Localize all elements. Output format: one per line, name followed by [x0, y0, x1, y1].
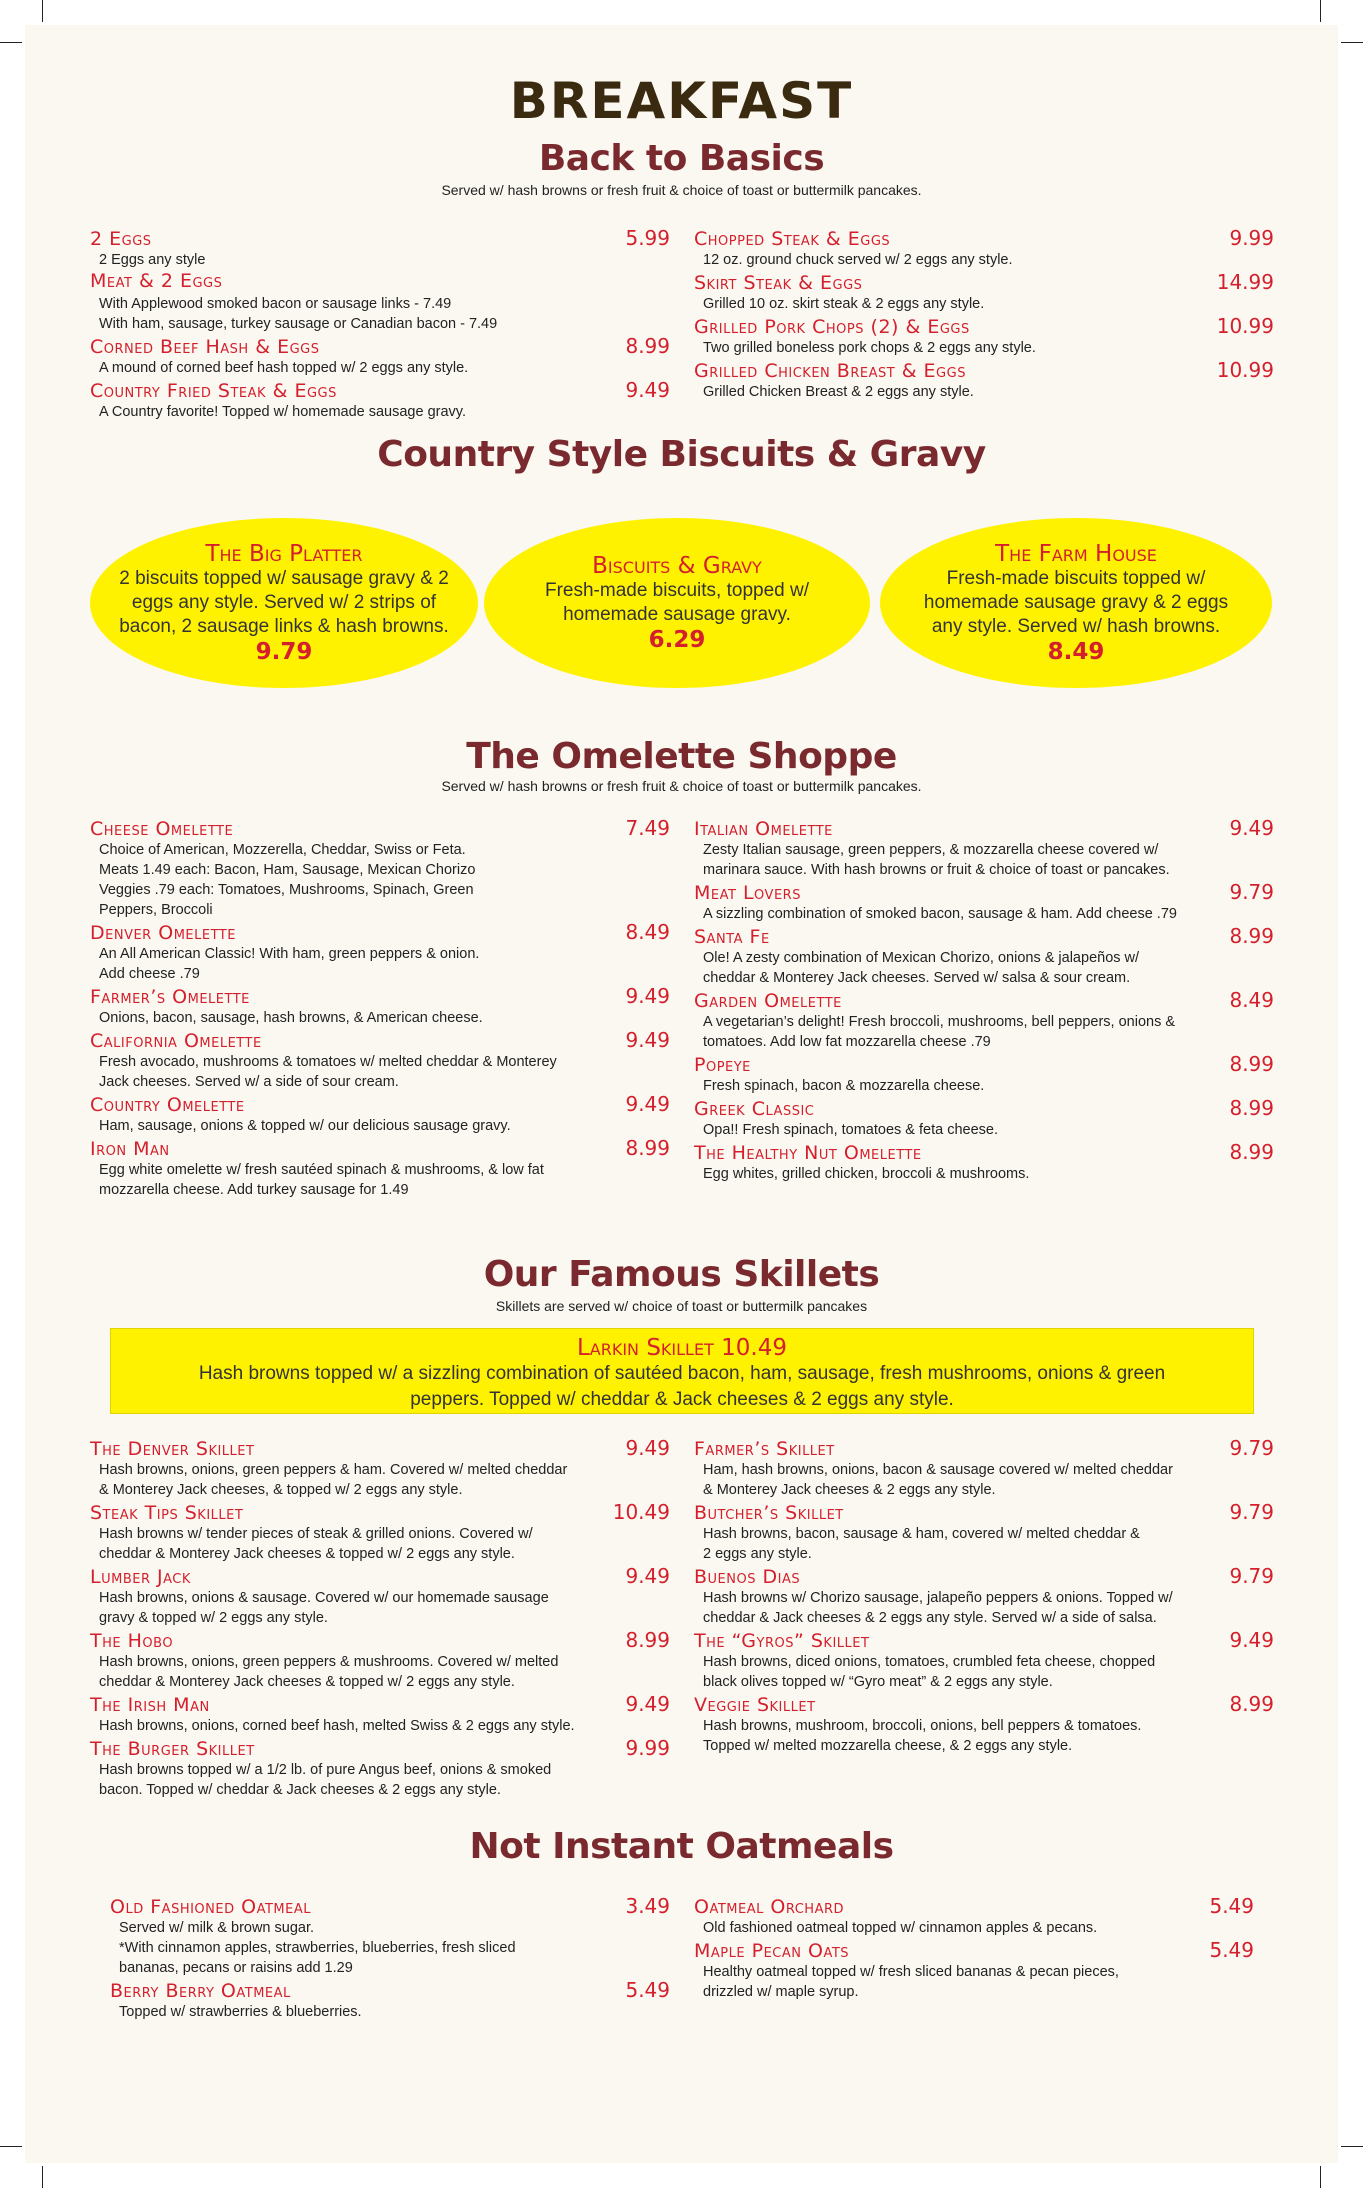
menu-item-desc-line: 2 Eggs any style [99, 252, 206, 268]
crop-mark [0, 2146, 22, 2147]
menu-item-price: 8.99 [625, 1136, 670, 1160]
menu-item [694, 1500, 1274, 1564]
menu-item-desc-line: Hash browns topped w/ a 1/2 lb. of pure Angus beef, onions & smoked [99, 1762, 552, 1778]
menu-item-name: Skirt Steak & Eggs [694, 272, 863, 294]
menu-item-price: 8.99 [625, 1628, 670, 1652]
menu-item-name: Oatmeal Orchard [694, 1896, 845, 1918]
menu-item-desc-line: black olives topped w/ “Gyro meat” & 2 eggs any style. [703, 1674, 1053, 1690]
menu-item [90, 1028, 670, 1092]
menu-item-price: 9.49 [625, 1692, 670, 1716]
section-subtitle-basics: Served w/ hash browns or fresh fruit & choice of toast or buttermilk pancakes. [441, 182, 922, 198]
menu-item-name: Country Fried Steak & Eggs [90, 380, 337, 402]
menu-item [110, 1978, 670, 2022]
menu-item-desc-line: A sizzling combination of smoked bacon, sausage & ham. Add cheese .79 [703, 906, 1177, 922]
menu-item-price: 8.99 [1229, 1096, 1274, 1120]
menu-item-name: Farmer’s Skillet [694, 1438, 835, 1460]
menu-item-desc-line: Hash browns, onions & sausage. Covered w/ our homemade sausage [99, 1590, 549, 1606]
menu-item-name: Berry Berry Oatmeal [110, 1980, 291, 2002]
menu-item-desc-line: A Country favorite! Topped w/ homemade sausage gravy. [99, 404, 467, 420]
menu-item-price: 3.49 [625, 1894, 670, 1918]
menu-item-desc-line: Hash browns, onions, corned beef hash, melted Swiss & 2 eggs any style. [99, 1718, 575, 1734]
menu-item [90, 816, 670, 920]
menu-item-desc-line: Grilled 10 oz. skirt steak & 2 eggs any style. [703, 296, 985, 312]
menu-item-price: 8.49 [1229, 988, 1274, 1012]
menu-item-name: Meat Lovers [694, 882, 801, 904]
menu-item [694, 924, 1274, 988]
menu-title: BREAKFAST [509, 72, 854, 130]
menu-item-desc-line: Hash browns, onions, green peppers & mushrooms. Covered w/ melted [99, 1654, 559, 1670]
menu-item [90, 1092, 670, 1136]
menu-item-name: Greek Classic [694, 1098, 815, 1120]
menu-item-price: 9.49 [625, 1564, 670, 1588]
menu-item-desc-line: A mound of corned beef hash topped w/ 2 eggs any style. [99, 360, 469, 376]
menu-item-desc-line: mozzarella cheese. Add turkey sausage for 1.49 [99, 1182, 409, 1198]
menu-item [694, 1096, 1274, 1140]
menu-item-header [694, 816, 1274, 840]
menu-item [90, 378, 670, 422]
menu-item-desc-line: Veggies .79 each: Tomatoes, Mushrooms, Spinach, Green [99, 882, 474, 898]
menu-item [90, 226, 670, 270]
menu-item-header [694, 358, 1274, 382]
menu-item-price: 10.99 [1216, 358, 1274, 382]
section-title-skillets: Our Famous Skillets [483, 1254, 880, 1295]
item-name: The Big Platter [205, 541, 363, 567]
menu-item-header [694, 314, 1274, 338]
menu-item-desc-line: Old fashioned oatmeal topped w/ cinnamon apples & pecans. [703, 1920, 1098, 1936]
menu-item-desc-line: Two grilled boneless pork chops & 2 eggs any style. [703, 340, 1036, 356]
menu-item-price: 9.99 [1229, 226, 1274, 250]
menu-item [694, 358, 1274, 402]
menu-item [90, 270, 670, 334]
menu-item-header [694, 1096, 1274, 1120]
basics-left-column [90, 226, 670, 422]
menu-item [90, 334, 670, 378]
menu-item-desc-line: Jack cheeses. Served w/ a side of sour cream. [99, 1074, 399, 1090]
menu-item-desc-line: Grilled Chicken Breast & 2 eggs any style. [703, 384, 974, 400]
menu-item-name: The Hobo [90, 1630, 174, 1652]
menu-item-name: Lumber Jack [90, 1566, 191, 1588]
menu-item-price: 8.99 [1229, 1052, 1274, 1076]
menu-item-header [694, 988, 1274, 1012]
menu-item [694, 1894, 1254, 1938]
menu-item [90, 1692, 670, 1736]
section-subtitle-skillets: Skillets are served w/ choice of toast or buttermilk pancakes [495, 1298, 868, 1314]
menu-item-name: Denver Omelette [90, 922, 236, 944]
item-name: The Farm House [995, 541, 1157, 567]
menu-item [694, 226, 1274, 270]
menu-item-name: Corned Beef Hash & Eggs [90, 336, 320, 358]
menu-item-name: Butcher’s Skillet [694, 1502, 844, 1524]
menu-item-header [694, 1938, 1254, 1962]
menu-item-name: Santa Fe [694, 926, 770, 948]
crop-mark [0, 42, 22, 43]
menu-item-header [694, 1564, 1274, 1588]
item-desc: Fresh-made biscuits topped w/ homemade sausage gravy & 2 eggs any style. Served w/ hash browns. [923, 568, 1229, 637]
menu-item-desc-line: Choice of American, Mozzerella, Cheddar, Swiss or Feta. [99, 842, 466, 858]
menu-item-desc-line: Ole! A zesty combination of Mexican Chorizo, onions & jalapeños w/ [703, 950, 1140, 966]
menu-item [694, 1564, 1274, 1628]
menu-item-price: 9.79 [1229, 1500, 1274, 1524]
crop-mark [42, 2166, 43, 2188]
menu-item-price: 9.49 [1229, 816, 1274, 840]
menu-item-price: 9.49 [1229, 1628, 1274, 1652]
menu-item-name: Popeye [694, 1054, 751, 1076]
menu-item-header [90, 378, 670, 402]
menu-item-name: The Irish Man [90, 1694, 210, 1716]
menu-item-header [694, 1500, 1274, 1524]
menu-item-header [694, 1436, 1274, 1460]
menu-item-name: The Healthy Nut Omelette [694, 1142, 922, 1164]
menu-item-desc-line: marinara sauce. With hash browns or fruit & choice of toast or pancakes. [703, 862, 1170, 878]
menu-item [694, 816, 1274, 880]
menu-item-desc-line: Egg white omelette w/ fresh sautéed spinach & mushrooms, & low fat [99, 1162, 544, 1178]
menu-item-desc-line: Egg whites, grilled chicken, broccoli & mushrooms. [703, 1166, 1030, 1182]
menu-item-price: 8.99 [1229, 924, 1274, 948]
item-name: Biscuits & Gravy [592, 553, 762, 579]
menu-item-desc-line: gravy & topped w/ 2 eggs any style. [99, 1610, 328, 1626]
menu-item-desc-line: Add cheese .79 [99, 966, 200, 982]
menu-item-name: Steak Tips Skillet [90, 1502, 244, 1524]
menu-item-header [694, 1140, 1274, 1164]
menu-item [90, 1736, 670, 1800]
menu-item-price: 14.99 [1216, 270, 1274, 294]
menu-item-header [90, 1736, 670, 1760]
menu-item-desc-line: Peppers, Broccoli [99, 902, 213, 918]
menu-item-desc-line: & Monterey Jack cheeses & 2 eggs any style. [703, 1482, 996, 1498]
menu-item-desc-line: cheddar & Monterey Jack cheeses. Served w/ salsa & sour cream. [703, 970, 1131, 986]
menu-item-desc-line: tomatoes. Add low fat mozzarella cheese .79 [703, 1034, 991, 1050]
menu-item [90, 1500, 670, 1564]
menu-item-name: Meat & 2 Eggs [90, 270, 223, 292]
biscuit-item-farm-house [880, 518, 1272, 688]
crop-mark [42, 0, 43, 22]
omelette-left-column [90, 816, 670, 1200]
menu-item [694, 270, 1274, 314]
menu-item-header [90, 1436, 670, 1460]
menu-item-price: 7.49 [625, 816, 670, 840]
menu-item-price: 5.99 [625, 226, 670, 250]
menu-item-price: 9.79 [1229, 880, 1274, 904]
menu-item-header [694, 1052, 1274, 1076]
menu-item-name: Iron Man [90, 1138, 170, 1160]
menu-item [90, 1628, 670, 1692]
section-title-biscuits: Country Style Biscuits & Gravy [377, 434, 986, 475]
menu-item [694, 1140, 1274, 1184]
menu-item-name: Buenos Dias [694, 1566, 801, 1588]
menu-item-desc-line: 2 eggs any style. [703, 1546, 812, 1562]
menu-item-name: Old Fashioned Oatmeal [110, 1896, 311, 1918]
menu-item [90, 1564, 670, 1628]
menu-item-desc-line: Hash browns, bacon, sausage & ham, covered w/ melted cheddar & [703, 1526, 1140, 1542]
featured-skillet-name: Larkin Skillet 10.49 [576, 1335, 788, 1361]
crop-mark [1341, 2146, 1363, 2147]
menu-item-header [90, 270, 670, 294]
menu-item-desc-line: Onions, bacon, sausage, hash browns, & American cheese. [99, 1010, 483, 1026]
menu-item [90, 920, 670, 984]
skillets-right-column [694, 1436, 1274, 1756]
menu-item-name: Chopped Steak & Eggs [694, 228, 891, 250]
menu-item-desc-line: Zesty Italian sausage, green peppers, & mozzarella cheese covered w/ [703, 842, 1159, 858]
oatmeal-left-column [110, 1894, 670, 2022]
menu-item-header [90, 226, 670, 250]
menu-item-name: Country Omelette [90, 1094, 245, 1116]
menu-item-header [110, 1978, 670, 2002]
menu-item-header [90, 334, 670, 358]
featured-skillet [110, 1328, 1254, 1414]
menu-item-desc-line: 12 oz. ground chuck served w/ 2 eggs any style. [703, 252, 1013, 268]
menu-item-desc-line: Hash browns, diced onions, tomatoes, crumbled feta cheese, chopped [703, 1654, 1156, 1670]
menu-item-header [90, 1564, 670, 1588]
menu-item-header [90, 920, 670, 944]
basics-right-column [694, 226, 1274, 402]
menu-item-desc-line: An All American Classic! With ham, green peppers & onion. [99, 946, 480, 962]
menu-item-name: Cheese Omelette [90, 818, 234, 840]
menu-item-desc-line: Healthy oatmeal topped w/ fresh sliced bananas & pecan pieces, [703, 1964, 1119, 1980]
menu-item [694, 1628, 1274, 1692]
biscuit-item-big-platter [90, 518, 478, 688]
menu-item-price: 9.49 [625, 1436, 670, 1460]
menu-item-name: Grilled Pork Chops (2) & Eggs [694, 316, 970, 338]
menu-item [694, 314, 1274, 358]
menu-item-header [694, 924, 1274, 948]
menu-item-price: 9.79 [1229, 1436, 1274, 1460]
menu-item-name: Grilled Chicken Breast & Eggs [694, 360, 966, 382]
menu-item-desc-line: cheddar & Jack cheeses & 2 eggs any style. Served w/ a side of salsa. [703, 1610, 1157, 1626]
omelette-right-column [694, 816, 1274, 1184]
menu-item-name: Italian Omelette [694, 818, 833, 840]
menu-item-desc-line: bananas, pecans or raisins add 1.29 [119, 1960, 353, 1976]
menu-item [694, 880, 1274, 924]
featured-skillet-desc-line: Hash browns topped w/ a sizzling combination of sautéed bacon, ham, sausage, fresh mushrooms, onions & green [198, 1363, 1166, 1384]
item-price: 8.49 [1047, 639, 1105, 665]
menu-item-price: 9.79 [1229, 1564, 1274, 1588]
menu-item-header [90, 816, 670, 840]
menu-item-header [694, 226, 1274, 250]
menu-item-desc-line: Fresh spinach, bacon & mozzarella cheese. [703, 1078, 985, 1094]
biscuit-item-biscuits-gravy [484, 518, 870, 688]
menu-item-desc-line: Served w/ milk & brown sugar. [119, 1920, 315, 1936]
crop-mark [1320, 0, 1321, 22]
menu-item-name: Garden Omelette [694, 990, 842, 1012]
menu-item-price: 9.49 [625, 378, 670, 402]
menu-item-price: 8.99 [625, 334, 670, 358]
menu-item-price: 5.49 [1209, 1938, 1254, 1962]
menu-item-header [90, 1028, 670, 1052]
menu-item-header [90, 1692, 670, 1716]
menu-item-price: 10.99 [1216, 314, 1274, 338]
oatmeal-right-column [694, 1894, 1254, 2002]
menu-item-desc-line: Ham, hash browns, onions, bacon & sausage covered w/ melted cheddar [703, 1462, 1173, 1478]
menu-item-header [694, 1894, 1254, 1918]
menu-item-desc-line: drizzled w/ maple syrup. [703, 1984, 859, 2000]
menu-item [694, 1052, 1274, 1096]
menu-item-desc-line: Opa!! Fresh spinach, tomatoes & feta cheese. [703, 1122, 998, 1138]
menu-item-desc-line: Meats 1.49 each: Bacon, Ham, Sausage, Mexican Chorizo [99, 862, 476, 878]
menu-item [110, 1894, 670, 1978]
menu-item-name: The “Gyros” Skillet [694, 1630, 870, 1652]
menu-item-name: Veggie Skillet [694, 1694, 816, 1716]
menu-item-desc-line: Hash browns w/ tender pieces of steak & grilled onions. Covered w/ [99, 1526, 533, 1542]
menu-item-header [90, 1092, 670, 1116]
menu-item-desc-line: Topped w/ strawberries & blueberries. [119, 2004, 362, 2020]
section-subtitle-omelette: Served w/ hash browns or fresh fruit & choice of toast or buttermilk pancakes. [441, 778, 922, 794]
crop-mark [1341, 42, 1363, 43]
menu-item-header [694, 880, 1274, 904]
menu-item-header [694, 1628, 1274, 1652]
section-title-basics: Back to Basics [538, 138, 825, 179]
menu-item-name: 2 Eggs [90, 228, 152, 250]
menu-item-price: 10.49 [612, 1500, 670, 1524]
menu-item-price: 8.49 [625, 920, 670, 944]
menu-item-header [110, 1894, 670, 1918]
menu-item [694, 1692, 1274, 1756]
item-desc: 2 biscuits topped w/ sausage gravy & 2 eggs any style. Served w/ 2 strips of bacon, 2 sausage links & hash browns. [119, 568, 449, 637]
menu-item-price: 9.99 [625, 1736, 670, 1760]
menu-item-name: Farmer’s Omelette [90, 986, 250, 1008]
menu-item-price: 9.49 [625, 1092, 670, 1116]
menu-item-price: 9.49 [625, 984, 670, 1008]
menu-item-price: 5.49 [1209, 1894, 1254, 1918]
menu-item-header [90, 1500, 670, 1524]
menu-item-header [90, 1136, 670, 1160]
menu-item-price: 5.49 [625, 1978, 670, 2002]
menu-item [694, 1938, 1254, 2002]
menu-item-desc-line: Topped w/ melted mozzarella cheese, & 2 eggs any style. [703, 1738, 1073, 1754]
crop-mark [1320, 2166, 1321, 2188]
menu-item-desc-line: *With cinnamon apples, strawberries, blueberries, fresh sliced [119, 1940, 516, 1956]
menu-item-desc-line: Hash browns, onions, green peppers & ham. Covered w/ melted cheddar [99, 1462, 568, 1478]
skillets-left-column [90, 1436, 670, 1800]
featured-skillet-desc-line: peppers. Topped w/ cheddar & Jack cheeses & 2 eggs any style. [410, 1389, 954, 1410]
menu-item-desc-line: cheddar & Monterey Jack cheeses & topped w/ 2 eggs any style. [99, 1674, 515, 1690]
menu-item-name: California Omelette [90, 1030, 262, 1052]
menu-item-header [90, 1628, 670, 1652]
menu-item [90, 1136, 670, 1200]
menu-item-desc-line: Ham, sausage, onions & topped w/ our delicious sausage gravy. [99, 1118, 511, 1134]
menu-item [90, 1436, 670, 1500]
menu-item-price: 8.99 [1229, 1692, 1274, 1716]
menu-item-price: 9.49 [625, 1028, 670, 1052]
menu-item-desc-line: With Applewood smoked bacon or sausage links - 7.49 [99, 296, 452, 312]
menu-item [694, 1436, 1274, 1500]
menu-item-name: The Burger Skillet [90, 1738, 255, 1760]
menu-item-desc-line: Hash browns w/ Chorizo sausage, jalapeño peppers & onions. Topped w/ [703, 1590, 1173, 1606]
menu-item-header [694, 1692, 1274, 1716]
menu-item-desc-line: & Monterey Jack cheeses, & topped w/ 2 eggs any style. [99, 1482, 463, 1498]
menu-item [694, 988, 1274, 1052]
menu-item-desc-line: Hash browns, mushroom, broccoli, onions, bell peppers & tomatoes. [703, 1718, 1142, 1734]
menu-item-header [90, 984, 670, 1008]
item-price: 9.79 [255, 639, 313, 665]
menu-item-desc-line: bacon. Topped w/ cheddar & Jack cheeses & 2 eggs any style. [99, 1782, 501, 1798]
item-desc: Fresh-made biscuits, topped w/ homemade sausage gravy. [544, 580, 809, 625]
menu-item-desc-line: cheddar & Monterey Jack cheeses & topped w/ 2 eggs any style. [99, 1546, 515, 1562]
menu-item-price: 8.99 [1229, 1140, 1274, 1164]
menu-item-desc-line: A vegetarian’s delight! Fresh broccoli, mushrooms, bell peppers, onions & [703, 1014, 1176, 1030]
menu-item-desc-line: Fresh avocado, mushrooms & tomatoes w/ melted cheddar & Monterey [99, 1054, 557, 1070]
item-price: 6.29 [648, 627, 706, 653]
section-title-oatmeal: Not Instant Oatmeals [469, 1826, 894, 1867]
menu-item-name: Maple Pecan Oats [694, 1940, 850, 1962]
menu-item-desc-line: With ham, sausage, turkey sausage or Canadian bacon - 7.49 [99, 316, 498, 332]
section-title-omelette: The Omelette Shoppe [466, 736, 897, 777]
menu-item-header [694, 270, 1274, 294]
menu-item-name: The Denver Skillet [90, 1438, 255, 1460]
menu-item [90, 984, 670, 1028]
